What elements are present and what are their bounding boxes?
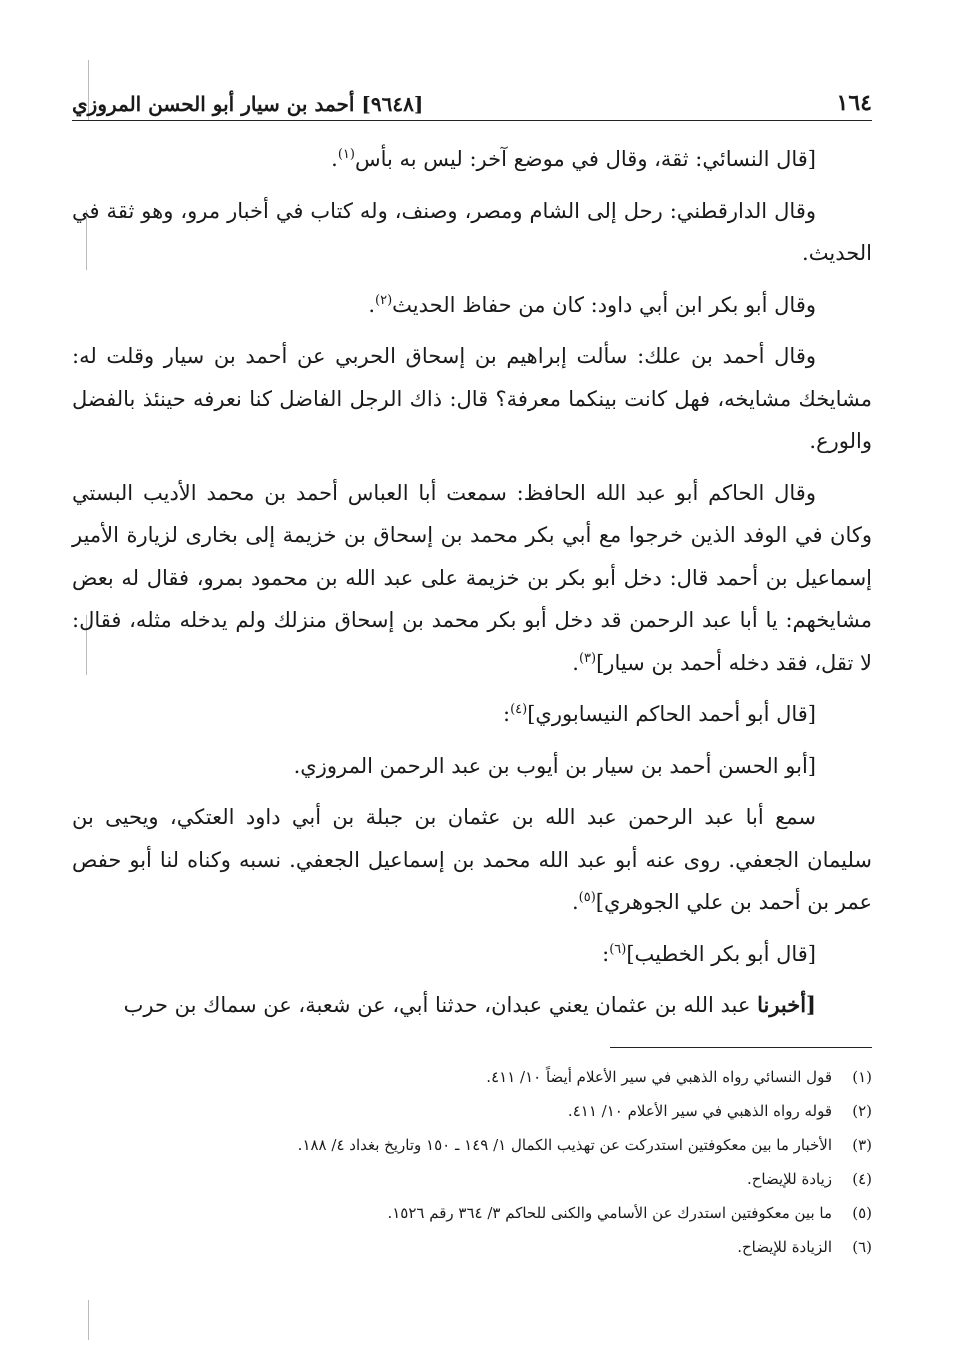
paragraph-daraqutni: وقال الدارقطني: رحل إلى الشام ومصر، وصنف، وله كتاب في أخبار مرو، وهو ثقة في الحديث. — [72, 198, 872, 265]
footnote-ref: (٥) — [578, 890, 596, 905]
footnote-item: (١) قول النسائي رواه الذهبي في سير الأعلام أيضاً ١٠/ ٤١١. — [486, 1068, 872, 1086]
footnote-ref: (٦) — [609, 941, 627, 957]
footnote-item: (٦) الزيادة للإيضاح. — [737, 1238, 872, 1256]
scan-edge-mark — [88, 1300, 89, 1340]
footnotes — [72, 1060, 872, 1264]
footnote-ref: (٣) — [578, 650, 597, 666]
paragraph-sami-a: سمع أبا عبد الرحمن عبد الله بن عثمان بن جبلة بن أبي داود العتكي، ويحيى بن سليمان الجعفي. روى عنه أبو عبد الله محمد بن إسماعيل الجعفي. نسبه وكناه لنا أبو حفص عمر بن أحمد بن علي الجوهري]$^{(٥)}$. — [72, 805, 872, 914]
paragraph-khatib: [قال أبو بكر الخطيب]$^{(٦)}$: — [602, 941, 816, 966]
footnote-ref: (٢) — [375, 292, 393, 308]
footnote-item: (٤) زيادة للإيضاح. — [746, 1170, 872, 1188]
akhbarana-word: [أخبرنا — [757, 992, 816, 1017]
paragraph-name-entry: [أبو الحسن أحمد بن سيار بن أيوب بن عبد الرحمن المروزي. — [293, 753, 816, 778]
footnote-ref: (٤) — [510, 702, 528, 717]
footnote-separator — [610, 1047, 872, 1048]
main-text — [72, 138, 872, 1036]
running-title: [٩٦٤٨] أحمد بن سيار أبو الحسن المروزي — [72, 92, 424, 116]
paragraph-ibn-abi-dawud: وقال أبو بكر ابن أبي داود: كان من حفاظ الحديث$^{(٢)}$. — [368, 292, 816, 317]
page-number: ١٦٤ — [836, 90, 872, 116]
paragraph-hakim: وقال الحاكم أبو عبد الله الحافظ: سمعت أبا العباس أحمد بن محمد الأديب البستي وكان في الوفد الذين خرجوا مع أبي بكر محمد بن إسحاق بن خزيمة إلى بخارى لزيارة الأمير إسماعيل بن أحمد قال: دخل أبو بكر بن خزيمة على عبد الله بن محمود بمرو، فقال له بعض مشايخهم: يا أبا عبد الرحمن قد دخل أبو بكر محمد بن إسحاق منزلك ولم يدخله مثله، فقال: لا تقل، فقد دخله أحمد بن سيار]$^{(٣)}$. — [72, 480, 872, 675]
footnote-ref: (١) — [337, 147, 355, 162]
paragraph-abu-ahmad-hakim: [قال أبو أحمد الحاكم النيسابوري]$^{(٤)}$: — [503, 702, 816, 726]
paragraph-akhbarana: [أخبرنا عبد الله بن عثمان يعني عبدان، حدثنا أبي، عن شعبة، عن سماك بن حرب — [123, 992, 816, 1017]
paragraph-nasai: [قال النسائي: ثقة، وقال في موضع آخر: ليس به بأس$^{(١)}$. — [331, 147, 816, 171]
paragraph-ahmad-ibn-allak: وقال أحمد بن علك: سألت إبراهيم بن إسحاق الحربي عن أحمد بن سيار وقلت له: مشايخك مشايخه، فهل كانت بينكما معرفة؟ قال: ذاك الرجل الفاضل كنا نعرفه حينئذ بالفضل والورع. — [72, 344, 872, 453]
footnote-item: (٣) الأخبار ما بين معكوفتين استدركت عن تهذيب الكمال ١/ ١٤٩ ـ ١٥٠ وتاريخ بغداد ٤/ ١٨٨. — [297, 1136, 872, 1154]
footnote-item: (٢) قوله رواه الذهبي في سير الأعلام ١٠/ ٤١١. — [567, 1102, 872, 1120]
footnote-item: (٥) ما بين معكوفتين استدرك عن الأسامي والكنى للحاكم ٣/ ٣٦٤ رقم ١٥٢٦. — [387, 1204, 872, 1222]
running-header — [72, 80, 872, 121]
